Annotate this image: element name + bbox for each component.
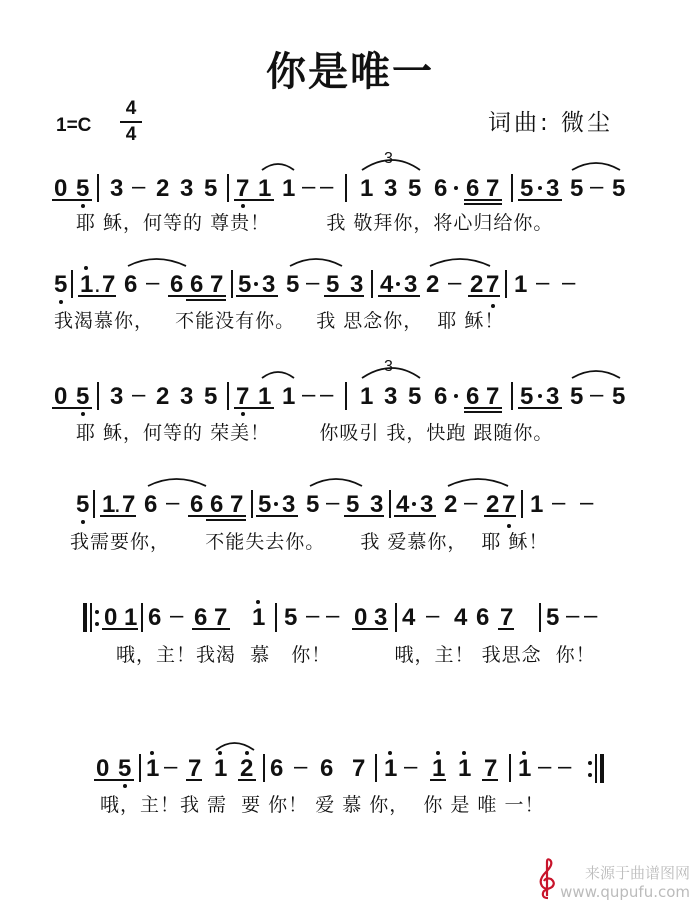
note: 2 — [240, 755, 254, 782]
note: 6 — [144, 491, 158, 518]
note: 5 — [76, 175, 90, 202]
note: 7 — [502, 491, 516, 518]
note: 1 — [146, 755, 160, 782]
system-3 — [52, 358, 625, 416]
dash: – — [132, 173, 146, 200]
high-octave-dot — [256, 600, 260, 604]
dash: – — [320, 173, 334, 200]
note: 1 — [432, 755, 446, 782]
note: 6 — [190, 491, 204, 518]
high-octave-dot — [436, 751, 440, 755]
note: 5 — [326, 271, 340, 298]
note: 6 — [124, 271, 138, 298]
note: 5 — [76, 383, 90, 410]
dash: – — [590, 381, 604, 408]
tie — [448, 479, 508, 486]
dash: – — [580, 489, 594, 516]
note: 5 — [520, 383, 534, 410]
repeat-dot — [95, 622, 99, 626]
note: 7 — [122, 491, 136, 518]
note: 5 — [346, 491, 360, 518]
note: 5 — [76, 491, 90, 518]
repeat-dot — [588, 761, 592, 765]
note: 1 — [360, 175, 374, 202]
dash: – — [320, 381, 334, 408]
note: 1 — [258, 383, 272, 410]
dash: – — [566, 602, 580, 629]
tie — [430, 259, 490, 266]
note: 5 — [546, 604, 560, 631]
dash: – — [590, 173, 604, 200]
high-octave-dot — [245, 751, 249, 755]
lyric-line-4: 我需要你， 不能失去你。 我 爱慕你， 耶 稣！ — [70, 531, 549, 553]
note: 5 — [54, 271, 68, 298]
note: 1 — [514, 271, 528, 298]
note: 3 — [384, 175, 398, 202]
dash: – — [464, 489, 478, 516]
note: 2 — [470, 271, 484, 298]
note: 6 — [210, 491, 224, 518]
note: 6 — [476, 604, 490, 631]
repeat-dot — [95, 610, 99, 614]
note: 0 — [54, 383, 68, 410]
dash: – — [306, 602, 320, 629]
high-octave-dot — [84, 266, 88, 270]
note: 6 — [466, 175, 480, 202]
note: 5 — [238, 271, 252, 298]
treble-clef-icon — [532, 858, 562, 900]
note: 5 — [612, 383, 626, 410]
note: 7 — [210, 271, 224, 298]
duration-dot: . — [114, 491, 121, 518]
high-octave-dot — [522, 751, 526, 755]
note: 5 — [204, 175, 218, 202]
watermark-line1: 来源于曲谱图网 — [584, 864, 690, 882]
lyric-line-5: 哦，主！我渴 慕 你！ 哦，主！ 我思念 你！ — [116, 644, 596, 666]
note: 3 — [282, 491, 296, 518]
high-octave-dot — [218, 751, 222, 755]
duration-dot — [538, 186, 542, 190]
dash: – — [426, 602, 440, 629]
duration-dot — [254, 282, 258, 286]
repeat-dot — [588, 773, 592, 777]
dash: – — [302, 381, 316, 408]
note: 1 — [214, 755, 228, 782]
tie — [310, 479, 362, 486]
note: 5 — [408, 383, 422, 410]
note: 6 — [434, 383, 448, 410]
note: 2 — [156, 175, 170, 202]
low-octave-dot — [123, 784, 127, 788]
lyric-line-1: 耶 稣，何等的 尊贵！ 我 敬拜你，将心归给你。 — [76, 212, 554, 234]
tie — [572, 371, 620, 378]
page-title: 你是唯一 — [266, 49, 434, 95]
note: 6 — [194, 604, 208, 631]
lyric-line-2: 我渴慕你， 不能没有你。 我 思念你， 耶 稣！ — [54, 310, 505, 332]
duration-dot — [274, 502, 278, 506]
note: 0 — [96, 755, 110, 782]
note: 5 — [570, 383, 584, 410]
note: 5 — [408, 175, 422, 202]
note: 6 — [190, 271, 204, 298]
note: 2 — [444, 491, 458, 518]
dash: – — [306, 269, 320, 296]
tie — [572, 163, 620, 170]
note: 3 — [180, 175, 194, 202]
note: 1 — [124, 604, 138, 631]
high-octave-dot — [388, 751, 392, 755]
note: 3 — [110, 175, 124, 202]
note: 6 — [270, 755, 284, 782]
meter-top: 4 — [125, 98, 137, 119]
note: 1 — [282, 175, 296, 202]
note: 5 — [306, 491, 320, 518]
note: 4 — [380, 271, 394, 298]
dash: – — [170, 602, 184, 629]
note: 6 — [170, 271, 184, 298]
note: 7 — [102, 271, 116, 298]
note: 3 — [110, 383, 124, 410]
dash: – — [448, 269, 462, 296]
high-octave-dot — [150, 751, 154, 755]
note: 5 — [284, 604, 298, 631]
note: 3 — [370, 491, 384, 518]
dash: – — [326, 602, 340, 629]
note: 7 — [352, 755, 366, 782]
tie — [290, 259, 342, 266]
system-5 — [85, 600, 598, 632]
note: 1 — [360, 383, 374, 410]
note: 4 — [396, 491, 410, 518]
watermark — [560, 862, 690, 901]
dash: – — [294, 753, 308, 780]
low-octave-dot — [59, 300, 63, 304]
note: 6 — [148, 604, 162, 631]
note: 2 — [486, 491, 500, 518]
system-6 — [94, 743, 602, 788]
note: 7 — [486, 271, 500, 298]
low-octave-dot — [81, 412, 85, 416]
note: 1 — [384, 755, 398, 782]
note: 3 — [180, 383, 194, 410]
note: 1 — [252, 604, 266, 631]
dash: – — [562, 269, 576, 296]
low-octave-dot — [81, 520, 85, 524]
note: 1 — [458, 755, 472, 782]
note: 5 — [258, 491, 272, 518]
note: 7 — [486, 175, 500, 202]
note: 7 — [236, 383, 250, 410]
note: 7 — [486, 383, 500, 410]
note: 0 — [54, 175, 68, 202]
tie — [262, 372, 294, 378]
note: 2 — [426, 271, 440, 298]
tie — [148, 479, 206, 486]
watermark-line2: www.qupufu.com — [560, 883, 690, 901]
note: 3 — [374, 604, 388, 631]
system-2 — [54, 259, 576, 308]
system-1 — [52, 150, 625, 208]
system-4 — [76, 479, 594, 528]
note: 3 — [546, 175, 560, 202]
note: 4 — [454, 604, 468, 631]
note: 4 — [402, 604, 416, 631]
note: 6 — [466, 383, 480, 410]
duration-dot — [412, 502, 416, 506]
note: 1 — [102, 491, 116, 518]
note: 3 — [404, 271, 418, 298]
duration-dot — [454, 394, 458, 398]
duration-dot — [538, 394, 542, 398]
dash: – — [552, 489, 566, 516]
triplet-mark: 3 — [384, 150, 393, 167]
note: 7 — [188, 755, 202, 782]
duration-dot — [454, 186, 458, 190]
dash: – — [302, 173, 316, 200]
note: 7 — [230, 491, 244, 518]
dash: – — [132, 381, 146, 408]
note: 7 — [484, 755, 498, 782]
tie — [262, 164, 294, 170]
note: 1 — [80, 271, 94, 298]
triplet-mark: 3 — [384, 358, 393, 375]
lyric-line-6: 哦，主！我 需 要 你！ 爱 慕 你， 你 是 唯 一！ — [100, 794, 545, 816]
note: 0 — [104, 604, 118, 631]
note: 5 — [570, 175, 584, 202]
dash: – — [584, 602, 598, 629]
dash: – — [536, 269, 550, 296]
dash: – — [558, 753, 572, 780]
note: 1 — [530, 491, 544, 518]
composer-credit: 词曲: 微尘 — [488, 110, 614, 136]
dash: – — [326, 489, 340, 516]
note: 5 — [612, 175, 626, 202]
note: 7 — [500, 604, 514, 631]
tie — [128, 259, 186, 266]
note: 1 — [258, 175, 272, 202]
dash: – — [166, 489, 180, 516]
dash: – — [404, 753, 418, 780]
note: 3 — [262, 271, 276, 298]
note: 3 — [350, 271, 364, 298]
dash: – — [538, 753, 552, 780]
note: 1 — [518, 755, 532, 782]
duration-dot — [396, 282, 400, 286]
note: 5 — [204, 383, 218, 410]
key-signature: 1=C — [56, 115, 92, 136]
dash: – — [146, 269, 160, 296]
note: 7 — [214, 604, 228, 631]
high-octave-dot — [462, 751, 466, 755]
note: 6 — [434, 175, 448, 202]
note: 1 — [282, 383, 296, 410]
low-octave-dot — [241, 412, 245, 416]
note: 5 — [520, 175, 534, 202]
slur — [216, 743, 254, 750]
note: 3 — [420, 491, 434, 518]
note: 3 — [546, 383, 560, 410]
note: 2 — [156, 383, 170, 410]
meter-bottom: 4 — [125, 124, 137, 145]
note: 5 — [118, 755, 132, 782]
note: 5 — [286, 271, 300, 298]
note: 7 — [236, 175, 250, 202]
lyric-line-3: 耶 稣，何等的 荣美！ 你吸引 我，快跑 跟随你。 — [76, 422, 554, 444]
note: 0 — [354, 604, 368, 631]
duration-dot: . — [94, 271, 101, 298]
dash: – — [164, 753, 178, 780]
note: 6 — [320, 755, 334, 782]
note: 3 — [384, 383, 398, 410]
